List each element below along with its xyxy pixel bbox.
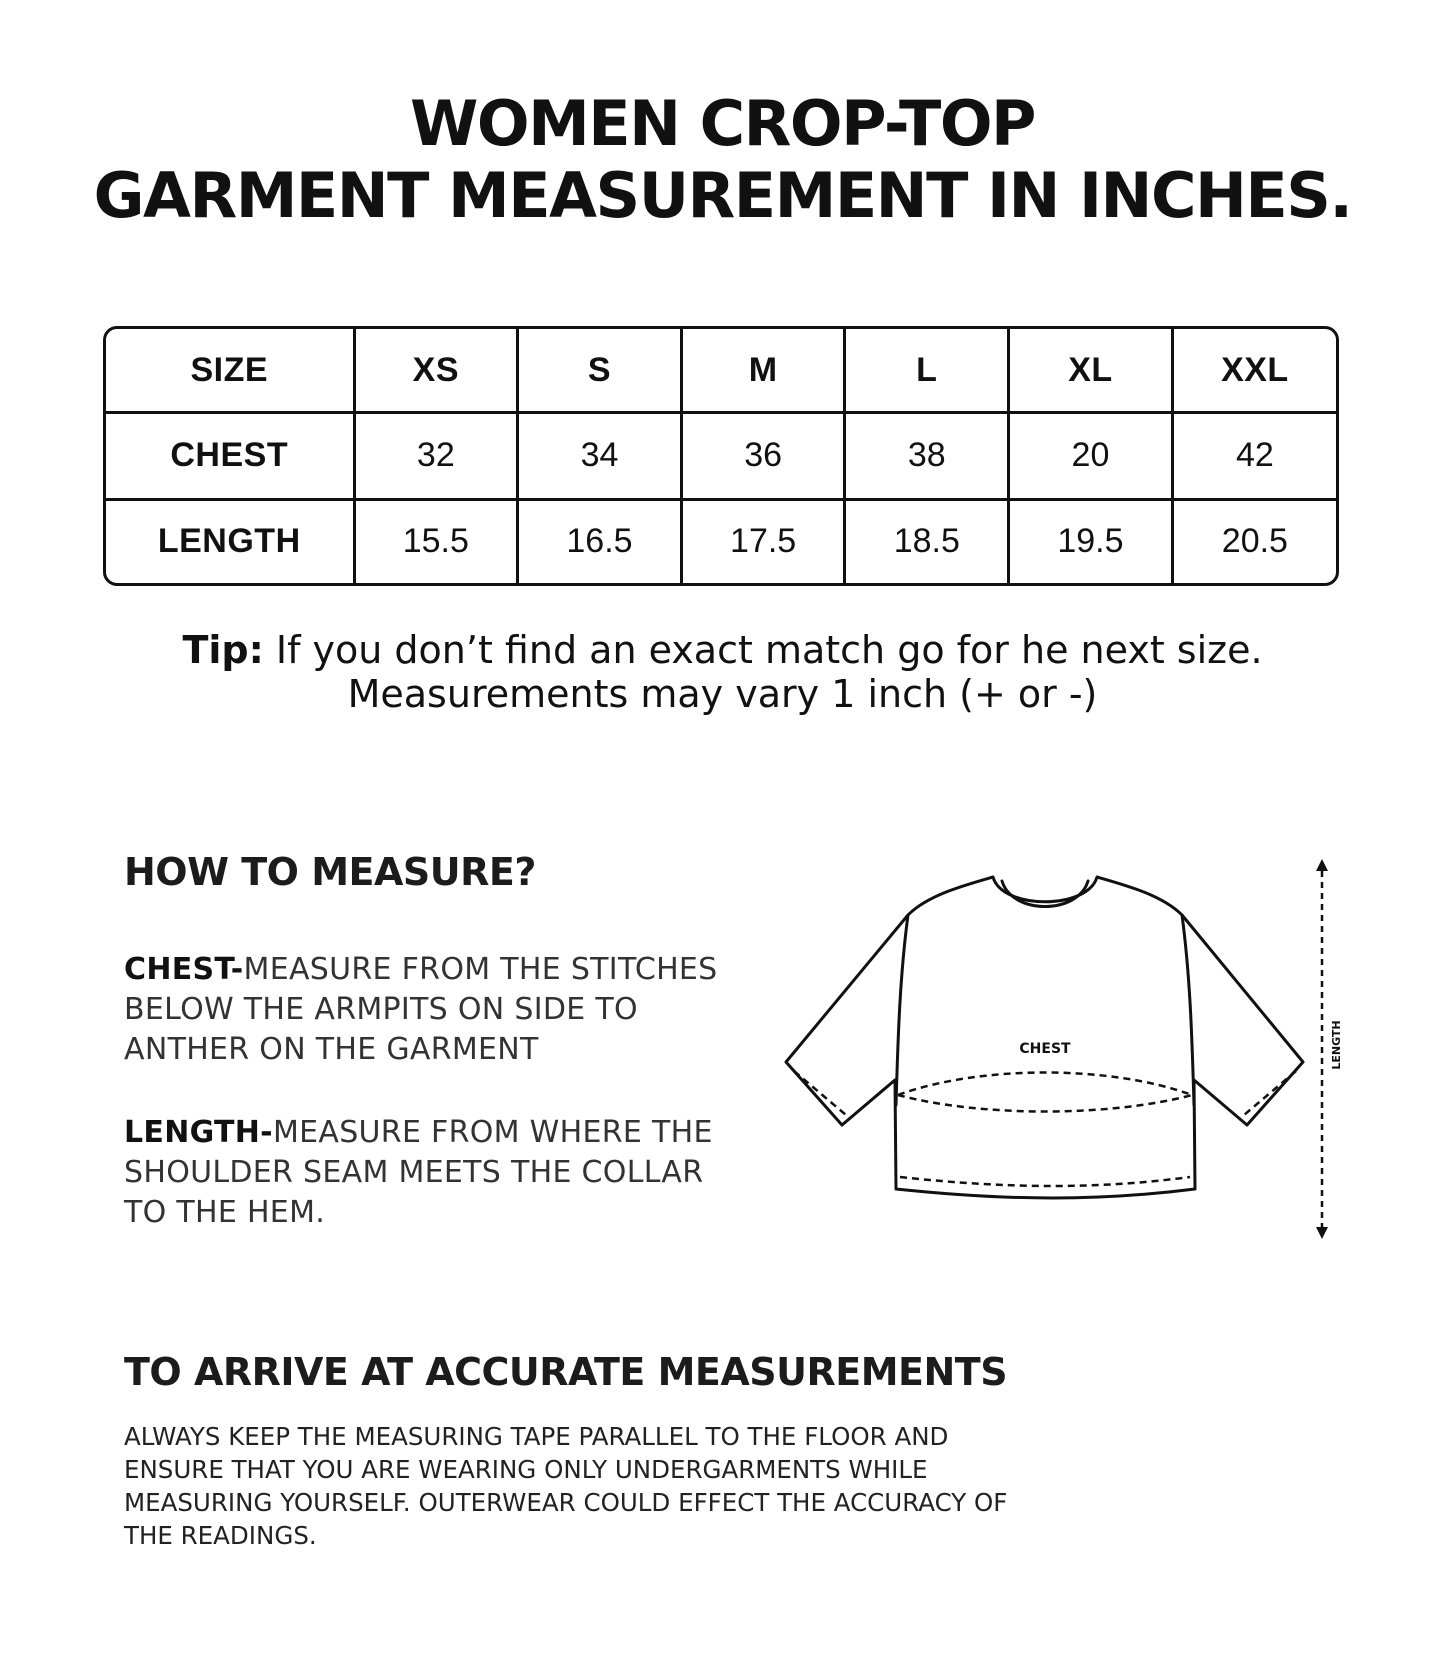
header-cell-size: SIZE <box>106 329 354 413</box>
accurate-measurements-text <box>124 1420 1224 1552</box>
tip-text <box>0 628 1445 716</box>
chest-line-1-text: MEASURE FROM THE STITCHES <box>243 952 718 987</box>
accurate-measurements-heading: TO ARRIVE AT ACCURATE MEASUREMENTS <box>124 1350 1008 1394</box>
tip-label: Tip: <box>182 628 264 672</box>
row-label-length: LENGTH <box>106 499 354 583</box>
crop-top-diagram <box>780 855 1343 1245</box>
header-cell-xl: XL <box>1009 329 1173 413</box>
tip-line-2: Measurements may vary 1 inch (+ or -) <box>347 672 1098 716</box>
length-cell-s: 16.5 <box>518 499 682 583</box>
length-line-3: TO THE HEM. <box>124 1195 326 1230</box>
diagram-chest-label: CHEST <box>1019 1041 1071 1057</box>
header-cell-xs: XS <box>354 329 518 413</box>
garment-outline <box>786 877 1303 1198</box>
accurate-line-1: ALWAYS KEEP THE MEASURING TAPE PARALLEL TO THE FLOOR AND <box>124 1422 949 1451</box>
chest-line-2: BELOW THE ARMPITS ON SIDE TO <box>124 992 638 1027</box>
header-cell-xxl: XXL <box>1172 329 1336 413</box>
length-arrow <box>1316 859 1328 1239</box>
diagram-length-label: LENGTH <box>1330 1020 1343 1070</box>
chest-instructions <box>124 950 804 1070</box>
accurate-line-2: ENSURE THAT YOU ARE WEARING ONLY UNDERGARMENTS WHILE <box>124 1455 928 1484</box>
page-title <box>0 88 1445 232</box>
header-cell-s: S <box>518 329 682 413</box>
measure-dash-lines <box>794 1071 1296 1186</box>
table-header-row <box>106 329 1336 413</box>
length-cell-xl: 19.5 <box>1009 499 1173 583</box>
header-cell-l: L <box>845 329 1009 413</box>
tip-line-1 <box>0 628 1445 672</box>
chest-cell-l: 38 <box>845 413 1009 500</box>
length-cell-m: 17.5 <box>681 499 845 583</box>
accurate-line-3: MEASURING YOURSELF. OUTERWEAR COULD EFFECT THE ACCURACY OF <box>124 1488 1008 1517</box>
how-to-measure-heading: HOW TO MEASURE? <box>124 850 536 894</box>
title-line-1: WOMEN CROP-TOP <box>410 87 1035 160</box>
chest-instruction-label: CHEST- <box>124 952 244 987</box>
header-cell-m: M <box>681 329 845 413</box>
row-label-chest: CHEST <box>106 413 354 500</box>
length-instructions <box>124 1113 804 1233</box>
length-cell-xs: 15.5 <box>354 499 518 583</box>
table-row-chest <box>106 413 1336 500</box>
table-row-length <box>106 499 1336 583</box>
chest-cell-xxl: 42 <box>1172 413 1336 500</box>
length-line-1-text: MEASURE FROM WHERE THE <box>272 1115 713 1150</box>
length-instruction-label: LENGTH- <box>124 1115 273 1150</box>
length-line-1 <box>124 1113 804 1153</box>
tip-line-1-text: If you don’t find an exact match go for he next size. <box>263 628 1263 672</box>
chest-line-1 <box>124 950 804 990</box>
chest-cell-m: 36 <box>681 413 845 500</box>
length-cell-l: 18.5 <box>845 499 1009 583</box>
chest-cell-s: 34 <box>518 413 682 500</box>
chest-line-3: ANTHER ON THE GARMENT <box>124 1032 539 1067</box>
size-chart-table <box>103 326 1339 586</box>
accurate-line-4: THE READINGS. <box>124 1521 317 1550</box>
length-line-2: SHOULDER SEAM MEETS THE COLLAR <box>124 1155 704 1190</box>
chest-cell-xs: 32 <box>354 413 518 500</box>
chest-cell-xl: 20 <box>1009 413 1173 500</box>
title-line-2: GARMENT MEASUREMENT IN INCHES. <box>93 159 1352 232</box>
length-cell-xxl: 20.5 <box>1221 522 1288 561</box>
